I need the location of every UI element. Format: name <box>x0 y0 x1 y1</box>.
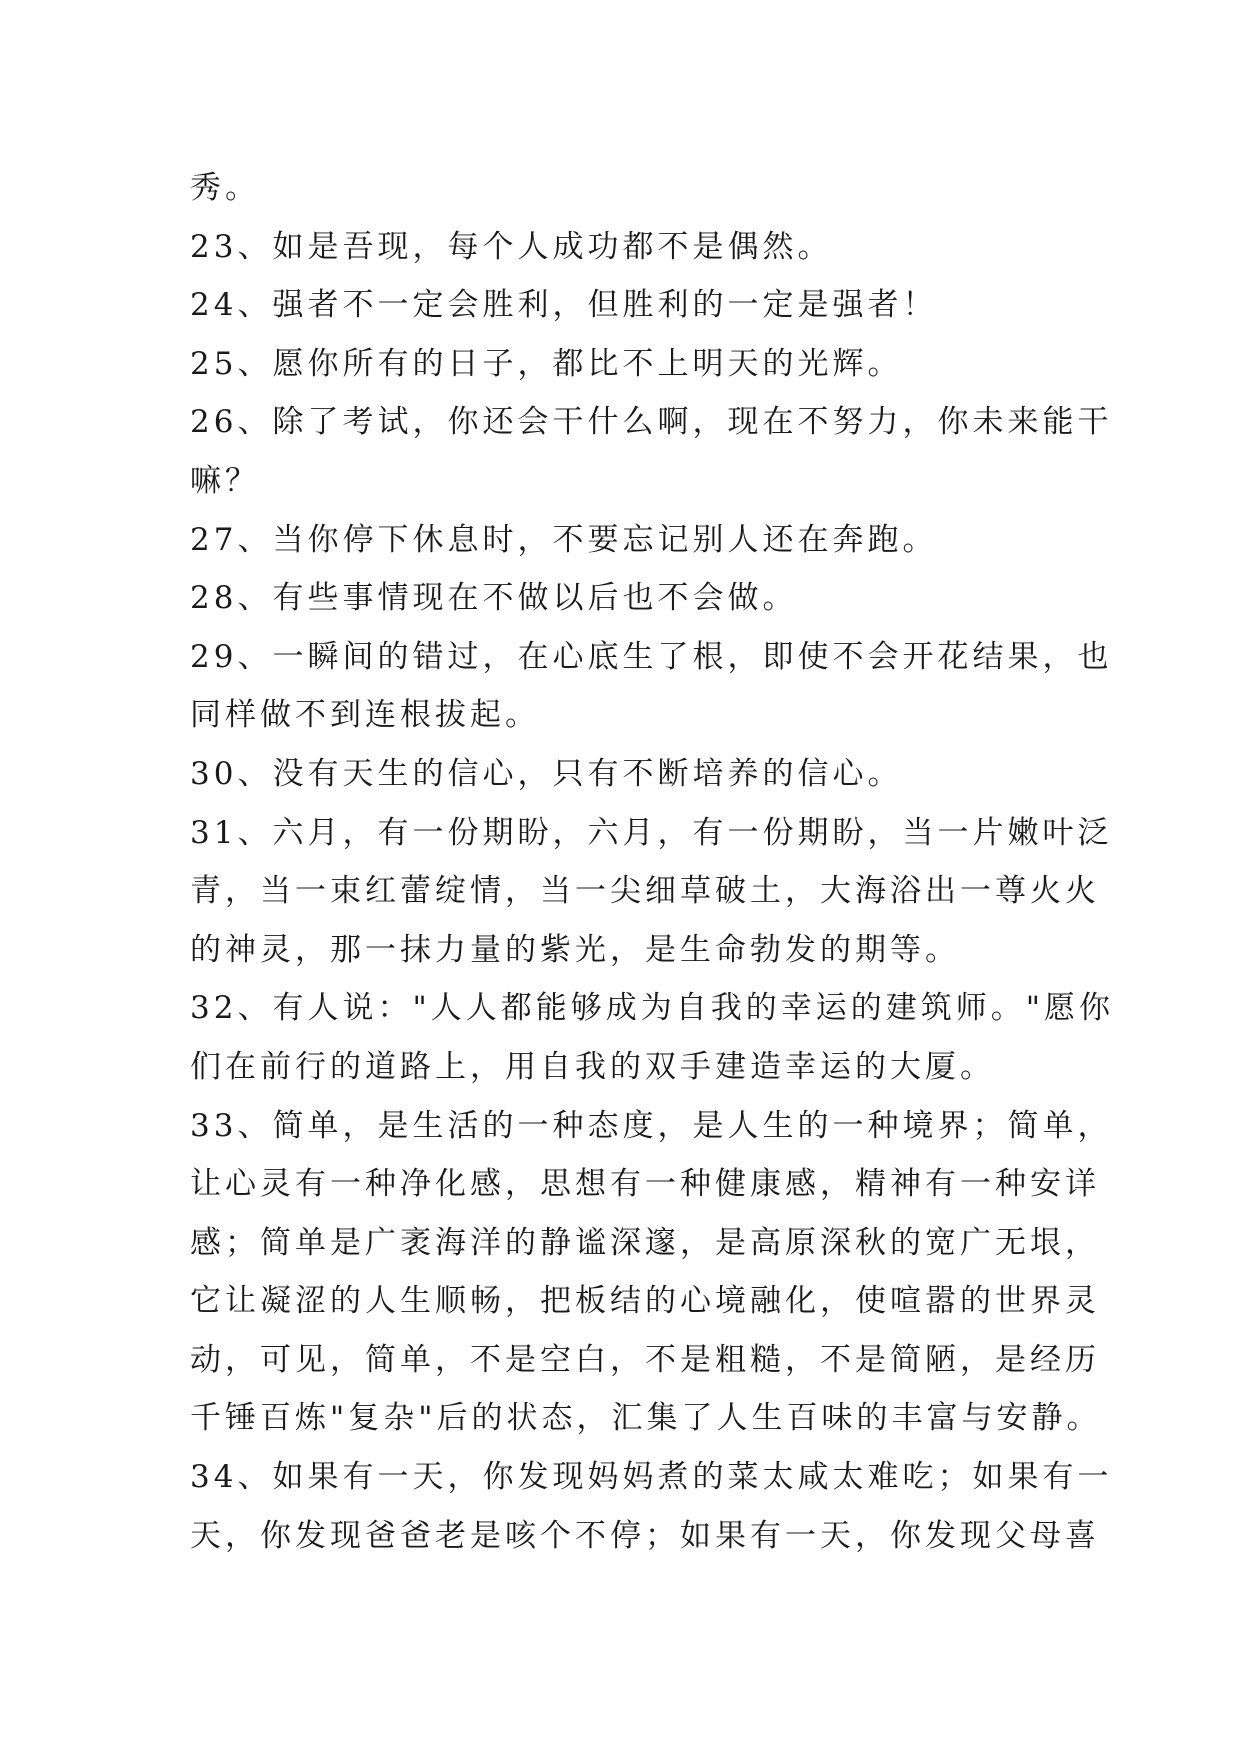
text-line: 24、强者不一定会胜利，但胜利的一定是强者！ <box>190 287 938 324</box>
text-line: 29、一瞬间的错过，在心底生了根，即使不会开花结果，也 <box>190 638 1113 675</box>
text-line: 的神灵，那一抹力量的紫光，是生命勃发的期等。 <box>190 931 960 968</box>
text-line: 感；简单是广袤海洋的静谧深邃，是高原深秋的宽广无垠， <box>190 1224 1100 1261</box>
text-line: 天，你发现爸爸老是咳个不停；如果有一天，你发现父母喜 <box>190 1517 1100 1554</box>
text-line: 千锤百炼"复杂"后的状态，汇集了人生百味的丰富与安静。 <box>190 1400 1102 1437</box>
text-line: 34、如果有一天，你发现妈妈煮的菜太咸太难吃；如果有一 <box>190 1459 1113 1496</box>
text-line: 27、当你停下休息时，不要忘记别人还在奔跑。 <box>190 521 938 558</box>
text-line: 嘛？ <box>190 462 260 499</box>
text-line: 动，可见，简单，不是空白，不是粗糙，不是简陋，是经历 <box>190 1341 1100 1378</box>
text-line: 23、如是吾现，每个人成功都不是偶然。 <box>190 228 833 265</box>
text-line: 秀。 <box>190 170 260 206</box>
text-line: 28、有些事情现在不做以后也不会做。 <box>190 580 798 617</box>
text-line: 25、愿你所有的日子，都比不上明天的光辉。 <box>190 345 903 382</box>
text-line: 们在前行的道路上，用自我的双手建造幸运的大厦。 <box>190 1048 995 1085</box>
text-line: 让心灵有一种净化感，思想有一种健康感，精神有一种安详 <box>190 1166 1100 1203</box>
text-line: 它让凝涩的人生顺畅，把板结的心境融化，使喧嚣的世界灵 <box>190 1283 1100 1320</box>
document-body <box>190 159 1114 1565</box>
text-line: 青，当一束红蕾绽情，当一尖细草破土，大海浴出一尊火火 <box>190 873 1100 910</box>
text-line: 33、简单，是生活的一种态度，是人生的一种境界；简单， <box>190 1107 1113 1144</box>
text-line: 同样做不到连根拔起。 <box>190 697 540 734</box>
text-line: 32、有人说："人人都能够成为自我的幸运的建筑师。"愿你 <box>190 990 1114 1027</box>
text-line: 26、除了考试，你还会干什么啊，现在不努力，你未来能干 <box>190 404 1113 441</box>
text-line: 30、没有天生的信心，只有不断培养的信心。 <box>190 755 903 792</box>
text-line: 31、六月，有一份期盼，六月，有一份期盼，当一片嫩叶泛 <box>190 814 1113 851</box>
